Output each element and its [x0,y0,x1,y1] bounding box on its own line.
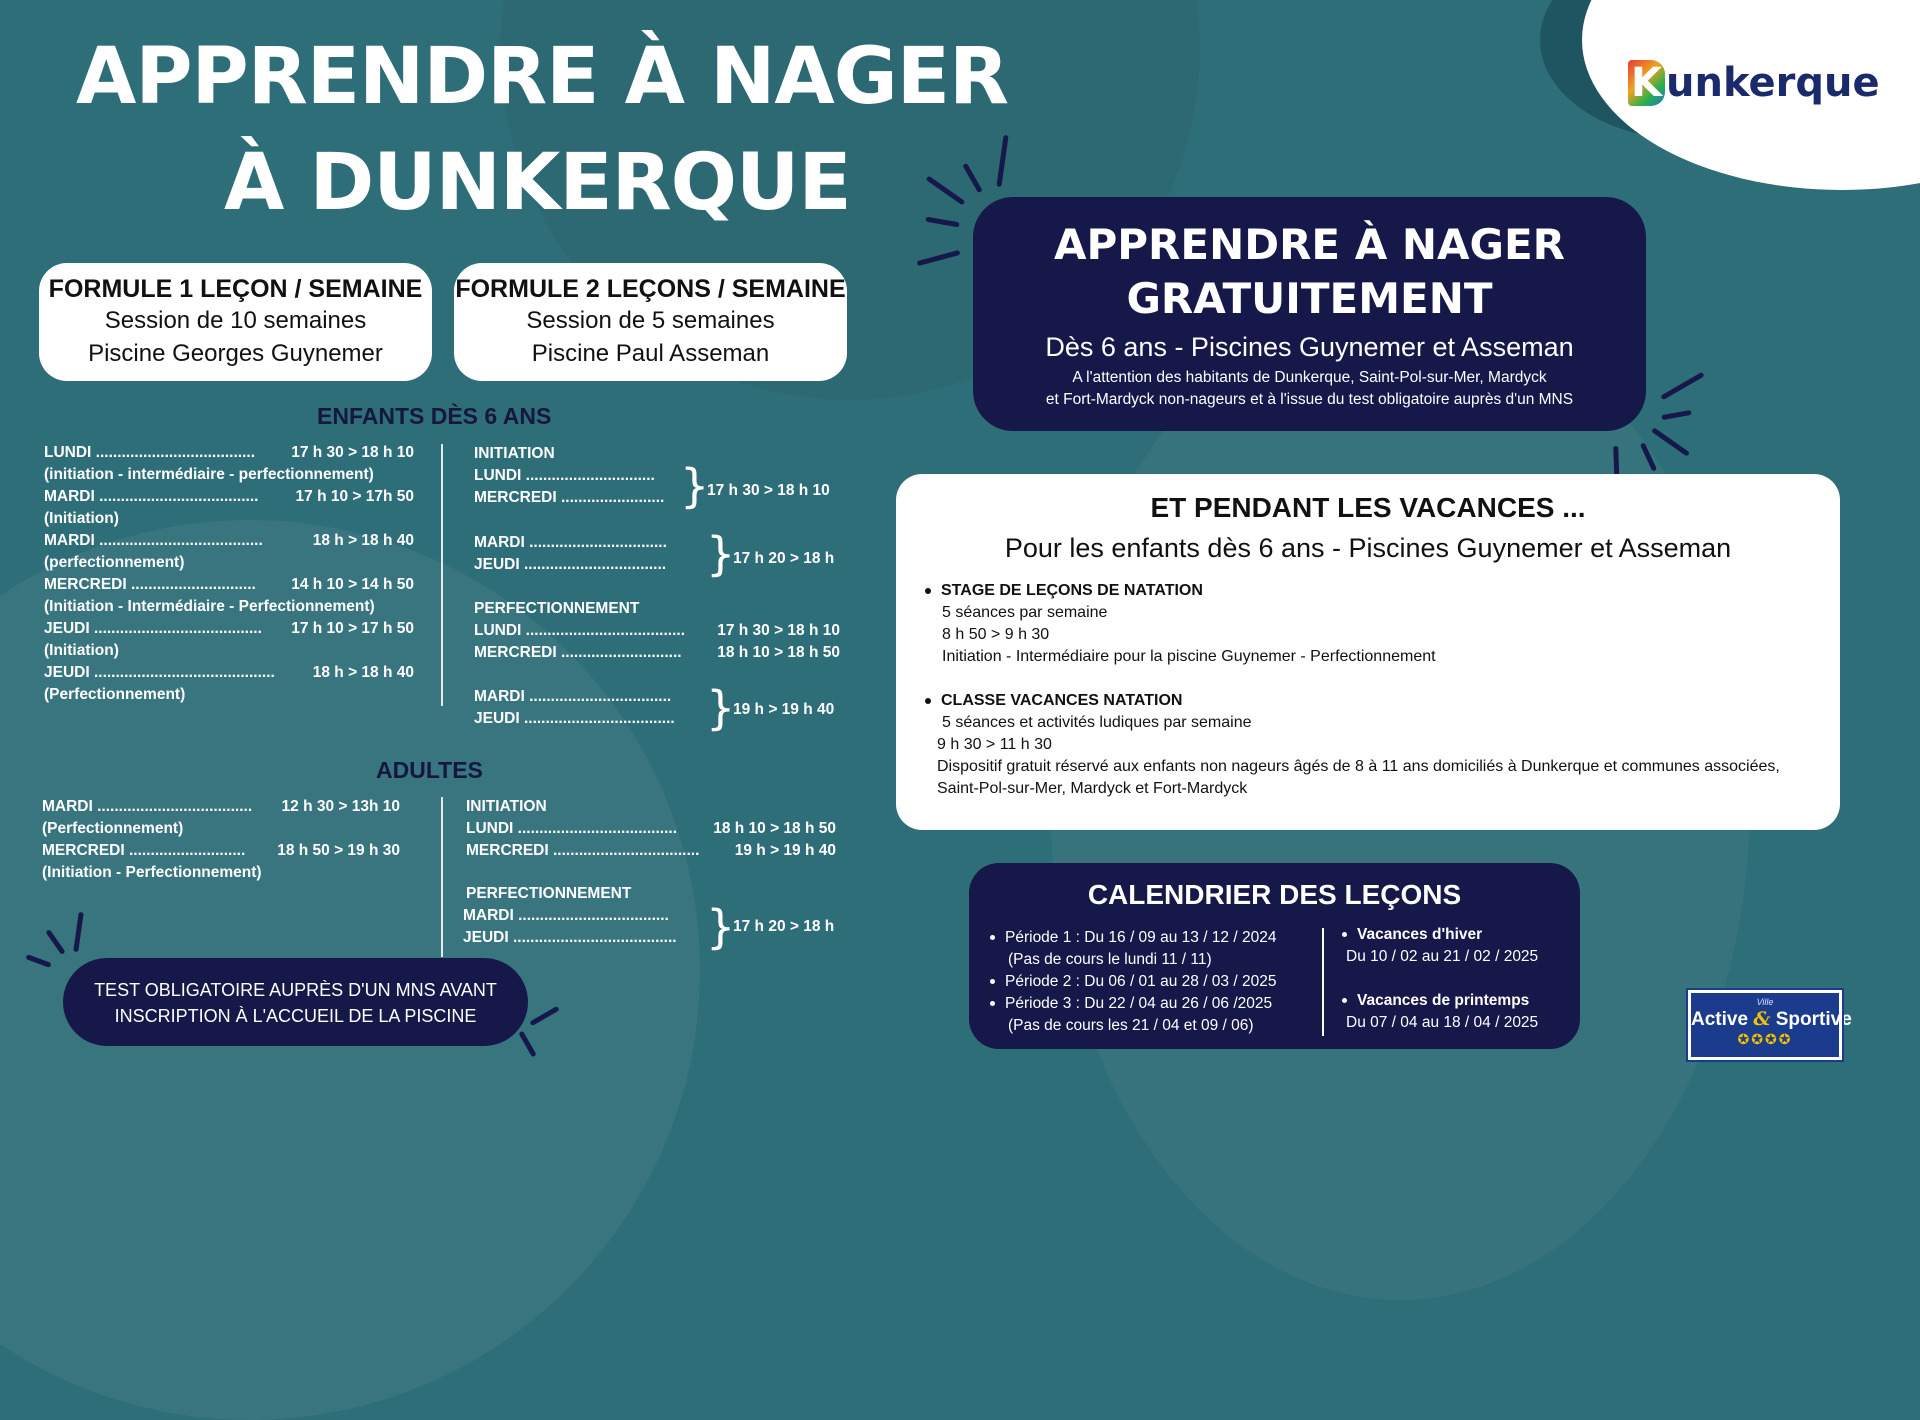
formule-1-session: Session de 10 semaines [104,307,367,334]
classe-line1: 5 séances et activités ludiques par semaine [942,714,1252,731]
stage-line2: 8 h 50 > 9 h 30 [942,626,1050,643]
enfants-heading: ENFANTS DÈS 6 ANS [317,403,552,429]
schedule-time: 18 h 10 > 18 h 50 [713,820,836,837]
decor-ray [917,250,961,266]
brace: } [706,681,736,735]
enfants-right-group3 [474,686,675,730]
enfants-right-initiation-label: INITIATION [474,445,555,462]
schedule-day: JEUDI .......................................... [44,664,275,681]
gratuit-title-line2: GRATUITEMENT [1126,274,1493,323]
schedule-time: 17 h 10 > 17 h 50 [291,620,414,637]
divider [441,797,443,957]
decor-ray [1640,442,1657,471]
schedule-day: LUNDI .............................. [474,467,655,484]
gratuit-small2: et Fort-Mardyck non-nageurs et à l'issue du test obligatoire auprès d'un MNS [1045,391,1574,408]
dunkerque-logo: K unkerque [1628,60,1880,106]
schedule-time: 17 h 30 > 18 h 10 [717,622,840,639]
schedule-note: (initiation - intermédiaire - perfectionnement) [44,466,374,483]
stage-line3: Initiation - Intermédiaire pour la piscine Guynemer - Perfectionnement [942,648,1436,665]
formule-2-session: Session de 5 semaines [526,307,775,334]
schedule-time: 17 h 10 > 17h 50 [295,488,414,505]
schedule-day: LUNDI ..................................... [44,444,255,461]
period-3: Période 3 : Du 22 / 04 au 26 / 06 /2025 [990,993,1272,1015]
decor-ray [45,929,65,955]
gratuit-subtitle: Dès 6 ans - Piscines Guynemer et Asseman [1045,332,1574,362]
classe-line4: Saint-Pol-sur-Mer, Mardyck et Fort-Mardyck [937,780,1248,797]
decor-ray [25,954,51,968]
brace: } [706,527,736,581]
schedule-day: MARDI ................................... [463,907,669,924]
main-title-line1: APPRENDRE À NAGER [76,32,1009,122]
schedule-time: 17 h 20 > 18 h [733,550,835,567]
vacances-heading: ET PENDANT LES VACANCES ... [1150,492,1586,523]
bullet-icon [1342,932,1347,937]
schedule-day: MERCREDI .................................. [466,842,700,859]
schedule-day: MARDI .................................... [42,798,253,815]
enfants-right-perf-rows [474,620,840,664]
gratuit-title-line1: APPRENDRE À NAGER [1053,220,1566,269]
schedule-day: MARDI ................................. [474,688,672,705]
schedule-day: MERCREDI ............................ [474,644,682,661]
schedule-day: MARDI ..................................... [44,488,259,505]
classe-line2: 9 h 30 > 11 h 30 [937,736,1052,753]
schedule-time: 17 h 30 > 18 h 10 [707,482,830,499]
formule-2-piscine: Piscine Paul Asseman [531,340,770,367]
classe-line3: Dispositif gratuit réservé aux enfants non nageurs âgés de 8 à 11 ans domiciliés à Dunkerque et communes associées, [937,758,1780,775]
vacances-subtitle: Pour les enfants dès 6 ans - Piscines Guynemer et Asseman [1004,533,1732,563]
schedule-time: 18 h > 18 h 40 [312,664,414,681]
laurel-icon: ✪✪✪✪ [1737,1031,1793,1047]
printemps-dates: Du 07 / 04 au 18 / 04 / 2025 [1346,1014,1539,1031]
schedule-day: MARDI ................................ [474,534,667,551]
schedule-day: JEUDI ....................................... [44,620,262,637]
schedule-time: 18 h > 18 h 40 [312,532,414,549]
schedule-time: 19 h > 19 h 40 [733,701,835,718]
divider [1322,928,1324,1036]
adultes-heading: ADULTES [376,757,483,783]
test-notice-line2: INSCRIPTION À L'ACCUEIL DE LA PISCINE [114,1006,477,1026]
schedule-day: MERCREDI ............................. [44,576,256,593]
bullet-icon [990,1001,995,1006]
schedule-day: JEUDI ...................................... [463,929,677,946]
gratuit-box [973,197,1646,431]
schedule-note: (Initiation) [44,642,119,659]
schedule-day: MARDI ...................................... [44,532,263,549]
schedule-time: 19 h > 19 h 40 [734,842,836,859]
formule-2-box [454,263,847,381]
schedule-day: JEUDI ................................... [474,710,675,727]
schedule-day: JEUDI ................................. [474,556,667,573]
test-notice-box [63,958,528,1046]
test-notice-line1: TEST OBLIGATOIRE AUPRÈS D'UN MNS AVANT [94,980,497,1000]
printemps-title: Vacances de printemps [1342,990,1529,1012]
adultes-left-schedule [42,796,400,884]
calendrier-heading: CALENDRIER DES LEÇONS [1087,879,1462,910]
gratuit-small1: A l'attention des habitants de Dunkerque, Saint-Pol-sur-Mer, Mardyck [1072,369,1547,386]
enfants-right-group2 [474,532,667,576]
schedule-time: 14 h 10 > 14 h 50 [291,576,414,593]
schedule-day: MERCREDI ........................... [42,842,246,859]
formule-1-heading: FORMULE 1 LEÇON / SEMAINE [48,275,423,303]
decor-ray [926,176,966,206]
formule-1-piscine: Piscine Georges Guynemer [88,340,383,367]
formule-1-box [39,263,432,381]
bullet-icon [1342,998,1347,1003]
brace: } [680,459,710,513]
badge-ville: Ville [1756,997,1774,1007]
bullet-icon [990,935,995,940]
formule-2-heading: FORMULE 2 LEÇONS / SEMAINE [455,275,846,303]
decor-ray [518,1031,536,1058]
main-title-line2: À DUNKERQUE [224,138,851,228]
decor-ray [1661,410,1691,420]
schedule-time: 17 h 30 > 18 h 10 [291,444,414,461]
hiver-dates: Du 10 / 02 au 21 / 02 / 2025 [1346,948,1539,965]
active-sportive-badge [1688,990,1852,1060]
bullet-icon [925,588,931,594]
adultes-right-perf-label: PERFECTIONNEMENT [466,885,632,902]
enfants-right-perf-label: PERFECTIONNEMENT [474,600,640,617]
schedule-note: (Perfectionnement) [42,820,184,837]
decor-ray [1651,427,1690,456]
bullet-icon [990,979,995,984]
schedule-time: 12 h 30 > 13h 10 [281,798,400,815]
decor-ray [73,912,84,952]
period-1: Période 1 : Du 16 / 09 au 13 / 12 / 2024 [990,927,1276,949]
brace: } [706,900,736,954]
adultes-right-group [463,905,677,949]
schedule-time: 18 h 10 > 18 h 50 [717,644,840,661]
badge-text: Active & Sportive [1691,1008,1852,1030]
schedule-note: (Initiation - Intermédiaire - Perfectionnement) [44,598,375,615]
schedule-note: (perfectionnement) [44,554,185,571]
adultes-right-rows [466,818,836,862]
decor-ray [925,217,959,228]
decor-ray [529,1006,559,1026]
hiver-title: Vacances d'hiver [1342,924,1482,946]
period-1-note: (Pas de cours le lundi 11 / 11) [1008,951,1212,968]
classe-title: CLASSE VACANCES NATATION [925,690,1182,712]
schedule-day: MERCREDI ........................ [474,489,665,506]
decor-ray [996,135,1008,187]
schedule-time: 17 h 20 > 18 h [733,918,835,935]
stage-line1: 5 séances par semaine [942,604,1108,621]
decor-ray [962,163,982,193]
enfants-right-group1 [474,465,664,509]
schedule-note: (Initiation) [44,510,119,527]
schedule-note: (Perfectionnement) [44,686,186,703]
divider [441,444,443,706]
schedule-time: 18 h 50 > 19 h 30 [277,842,400,859]
schedule-day: LUNDI ..................................... [466,820,677,837]
stage-title: STAGE DE LEÇONS DE NATATION [925,580,1203,602]
decor-ray [1660,372,1704,400]
schedule-note: (Initiation - Perfectionnement) [42,864,262,881]
period-2: Période 2 : Du 06 / 01 au 28 / 03 / 2025 [990,971,1276,993]
adultes-right-initiation-label: INITIATION [466,798,547,815]
schedule-day: LUNDI ..................................... [474,622,685,639]
bullet-icon [925,698,931,704]
period-3-note: (Pas de cours les 21 / 04 et 09 / 06) [1008,1017,1254,1034]
enfants-left-schedule [44,442,414,706]
